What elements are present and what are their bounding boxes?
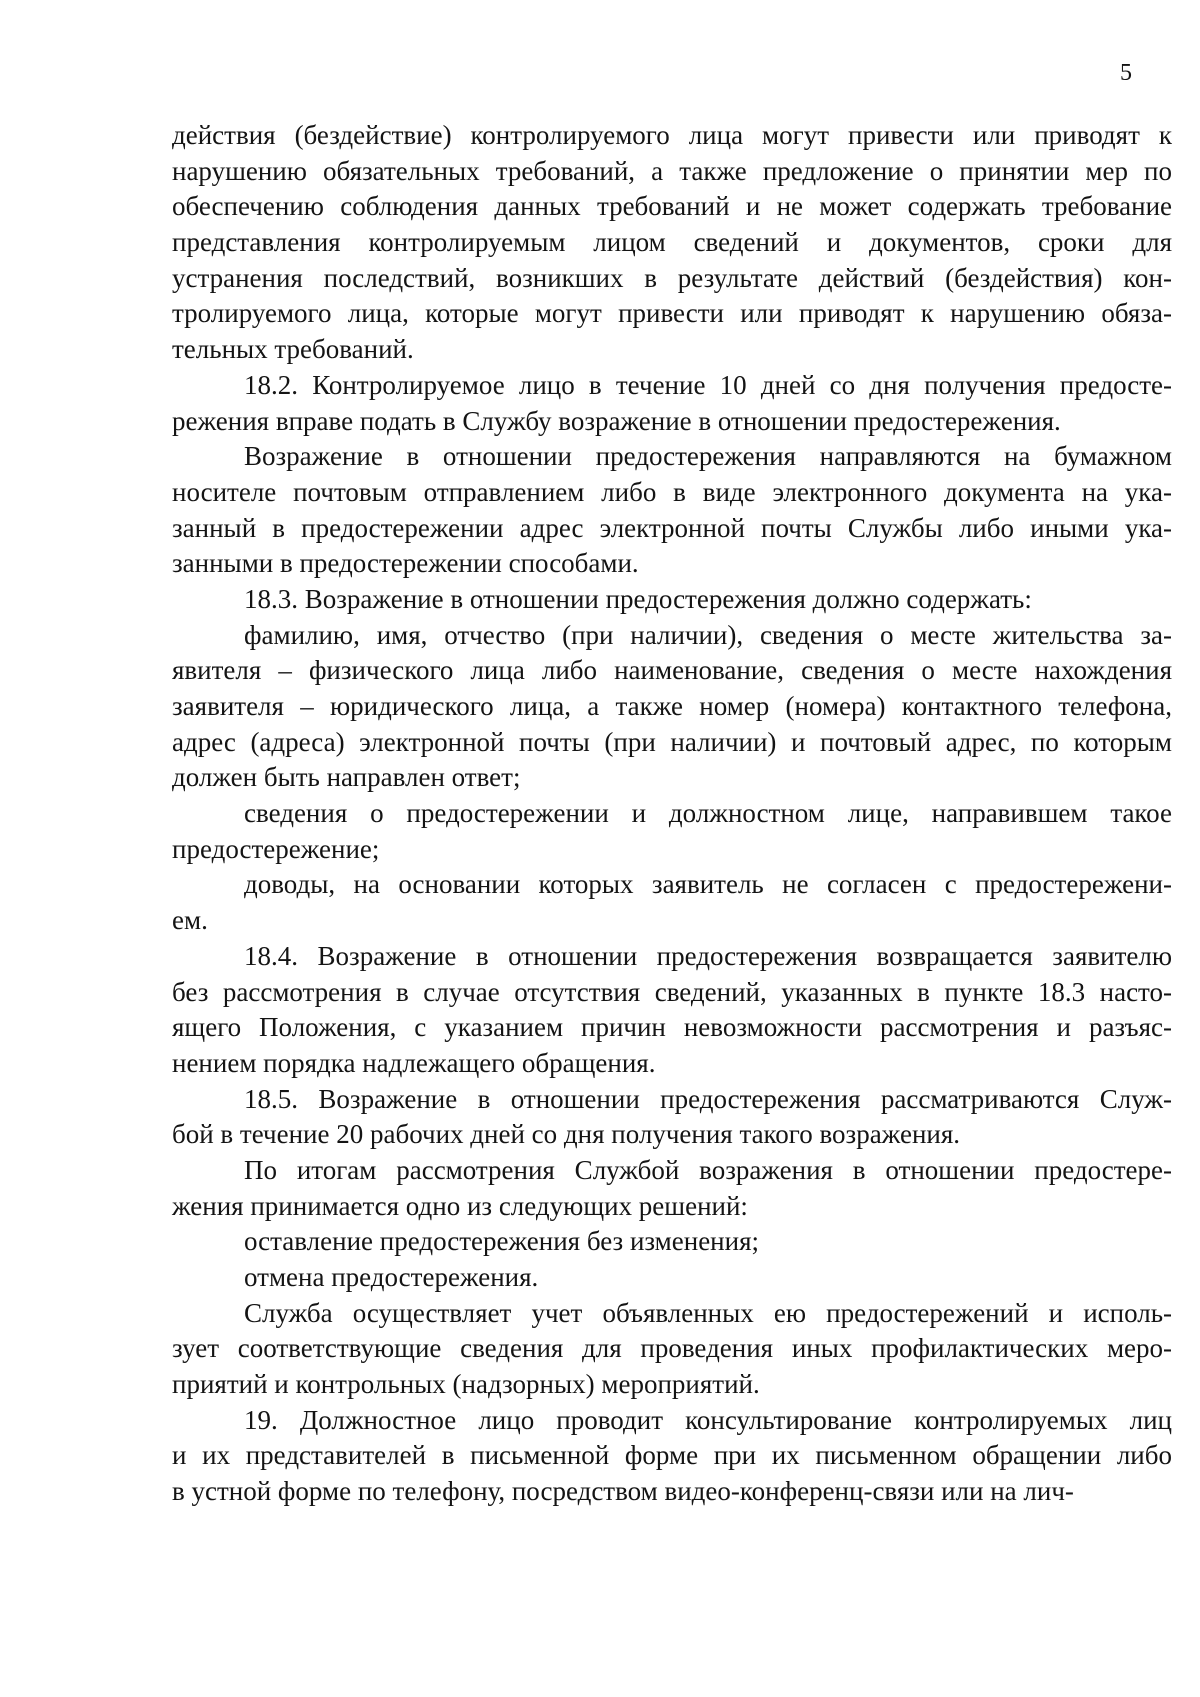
text-line: отмена предостережения. — [244, 1262, 539, 1292]
paragraph — [172, 867, 1172, 938]
paragraph — [172, 618, 1172, 796]
text-line: предостережение; — [172, 833, 380, 864]
text-line: обеспечению соблюдения данных требований и не может содержать требование — [172, 191, 1172, 222]
text-line: приятий и контрольных (надзорных) мероприятий. — [172, 1369, 760, 1400]
text-line: сведения о предостережении и должностном лице, направившем такое — [244, 798, 1172, 829]
text-line: действия (бездействие) контролируемого лица могут привести или приводят к — [172, 120, 1172, 150]
paragraph — [172, 1296, 1172, 1403]
text-line: 18.4. Возражение в отношении предостережения возвращается заявителю — [244, 940, 1172, 971]
text-line: зует соответствующие сведения для проведения иных профилактических меро- — [172, 1333, 1172, 1364]
text-line: заявителя – юридического лица, а также номер (номера) контактного телефона, — [172, 691, 1172, 721]
text-line: бой в течение 20 рабочих дней со дня получения такого возражения. — [172, 1119, 961, 1150]
paragraph — [172, 1224, 1172, 1260]
text-line: нарушению обязательных требований, а также предложение о принятии мер по — [172, 155, 1172, 186]
paragraph — [172, 1260, 1172, 1296]
paragraph — [172, 368, 1172, 439]
text-line: Служба осуществляет учет объявленных ею предостережений и исполь- — [244, 1297, 1172, 1328]
text-line: без рассмотрения в случае отсутствия сведений, указанных в пункте 18.3 насто- — [172, 976, 1172, 1007]
text-line: явителя – физического лица либо наименование, сведения о месте нахождения — [172, 655, 1172, 686]
paragraph — [172, 1153, 1172, 1224]
text-line: 18.3. Возражение в отношении предостережения должно содержать: — [244, 583, 1032, 614]
text-line: и их представителей в письменной форме при их письменном обращении либо — [172, 1440, 1172, 1471]
paragraph — [172, 1403, 1172, 1510]
paragraph — [172, 939, 1172, 1082]
text-line: в устной форме по телефону, посредством видео-конференц-связи или на лич- — [172, 1476, 1074, 1507]
text-line: нением порядка надлежащего обращения. — [172, 1047, 656, 1078]
text-line: занными в предостережении способами. — [172, 548, 639, 579]
text-line: тролируемого лица, которые могут привести или приводят к нарушению обяза- — [172, 298, 1172, 329]
text-line: фамилию, имя, отчество (при наличии), сведения о месте жительства за- — [244, 619, 1172, 650]
text-line: устранения последствий, возникших в результате действий (бездействия) кон- — [172, 262, 1172, 293]
text-line: оставление предостережения без изменения; — [244, 1226, 760, 1257]
text-line: Возражение в отношении предостережения направляются на бумажном — [244, 441, 1172, 472]
text-line: занный в предостережении адрес электронной почты Службы либо иными ука- — [172, 512, 1172, 543]
text-line: тельных требований. — [172, 334, 414, 365]
text-line: ящего Положения, с указанием причин невозможности рассмотрения и разъяс- — [172, 1012, 1172, 1043]
text-line: адрес (адреса) электронной почты (при наличии) и почтовый адрес, по которым — [172, 726, 1172, 757]
text-line: По итогам рассмотрения Службой возражения в отношении предостере- — [244, 1154, 1172, 1185]
text-line: режения вправе подать в Службу возражение в отношении предостережения. — [172, 405, 1061, 436]
text-line: должен быть направлен ответ; — [172, 762, 521, 793]
text-line: носителе почтовым отправлением либо в виде электронного документа на ука- — [172, 476, 1172, 507]
paragraph — [172, 796, 1172, 867]
text-line: 18.2. Контролируемое лицо в течение 10 дней со дня получения предосте- — [244, 369, 1172, 400]
text-line: 18.5. Возражение в отношении предостережения рассматриваются Служ- — [244, 1083, 1172, 1114]
paragraph — [172, 1082, 1172, 1153]
page-number: 5 — [1120, 60, 1132, 86]
text-line: ем. — [172, 905, 208, 936]
paragraph — [172, 439, 1172, 582]
paragraph — [172, 582, 1172, 618]
text-line: жения принимается одно из следующих решений: — [172, 1190, 748, 1221]
text-line: представления контролируемым лицом сведений и документов, сроки для — [172, 227, 1172, 258]
text-line: доводы, на основании которых заявитель не согласен с предостережени- — [244, 869, 1172, 900]
paragraph — [172, 118, 1172, 368]
text-line: 19. Должностное лицо проводит консультирование контролируемых лиц — [244, 1404, 1172, 1435]
document-body — [172, 118, 1172, 1510]
